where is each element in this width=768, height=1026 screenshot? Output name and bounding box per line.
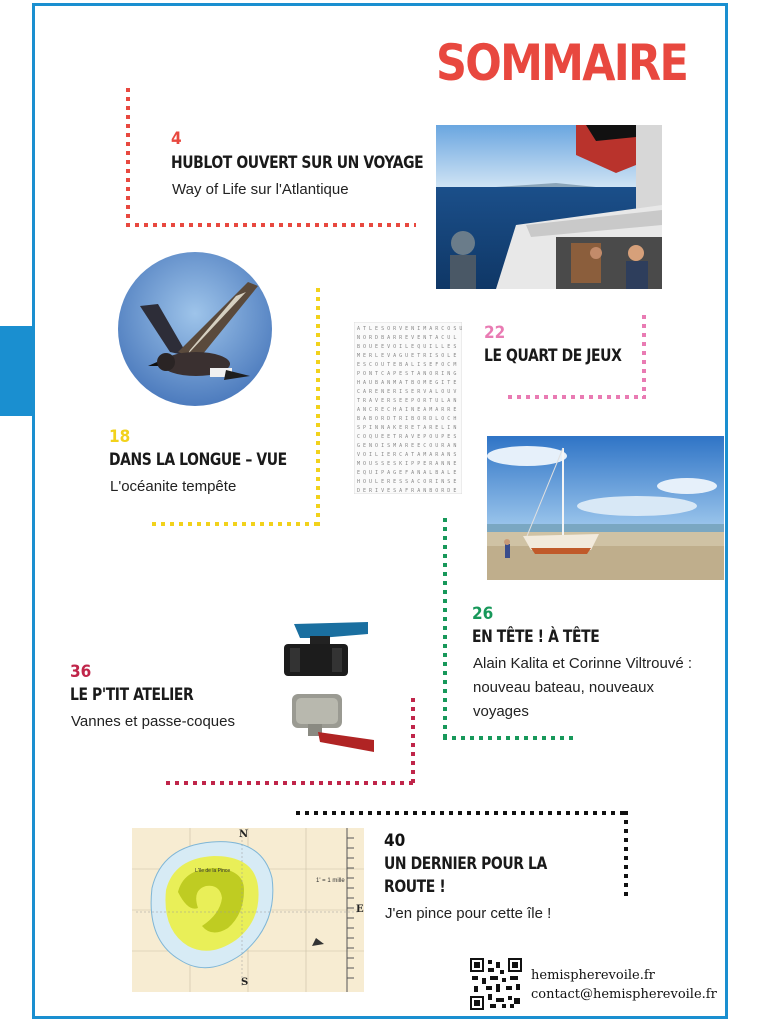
svg-text:E S C O U T E B A L I S E F O: E S C O U T E B A L I S E F O C M [357,362,457,368]
svg-text:C O Q U E E T R A V E P O U P: C O Q U E E T R A V E P O U P E S [357,434,457,440]
dotted-border [443,518,447,740]
section-26-heading[interactable]: EN TÊTE ! À TÊTE [472,627,600,647]
section-40-subtitle: J'en pince pour cette île ! [385,905,552,922]
map-compass-south: S [241,977,249,988]
bird-photo [118,252,272,406]
svg-text:P O N T C A P E S T A N O R I: P O N T C A P E S T A N O R I N G [357,371,457,377]
dotted-border [443,736,573,740]
dotted-border [126,223,416,227]
page-title: SOMMAIRE [436,34,688,92]
section-4-subtitle: Way of Life sur l'Atlantique [172,181,349,198]
svg-text:A N C R E C H A I N E A M A R: A N C R E C H A I N E A M A R R E [357,407,457,413]
section-36-page-number: 36 [70,662,92,682]
svg-text:D E R I V E S A F R A N B O R: D E R I V E S A F R A N B O R D E [357,488,457,494]
qr-code[interactable] [470,958,522,1010]
dotted-border [411,698,415,786]
section-26-page-number: 26 [472,604,494,624]
section-22-page-number: 22 [484,323,506,343]
section-26-subtitle-line-3: voyages [473,703,529,720]
section-40-heading-line-1[interactable]: UN DERNIER POUR LA [384,854,547,874]
svg-text:T R A V E R S E E P O R T U L: T R A V E R S E E P O R T U L A N [357,398,457,404]
section-36-subtitle: Vannes et passe-coques [71,713,235,730]
section-26-subtitle-line-1: Alain Kalita et Corinne Viltrouvé : [473,655,693,672]
section-40-page-number: 40 [384,831,406,851]
svg-text:A T L E S O R V E N I M A R C: A T L E S O R V E N I M A R C O S U [357,326,462,332]
map-compass-north: N [239,829,249,840]
dotted-border [642,315,646,399]
dotted-border [296,811,628,815]
svg-text:G E N O I S M A R E E C O U R: G E N O I S M A R E E C O U R A N [357,443,457,449]
svg-text:M O U S S E S K I P P E R A N: M O U S S E S K I P P E R A N N E [357,461,457,467]
svg-text:S P I N N A K E R E T A R E L: S P I N N A K E R E T A R E L I N [357,425,457,431]
valves-photo [280,620,376,756]
map-compass-east: E [356,904,364,915]
dotted-border [166,781,415,785]
sailing-photo [436,125,662,289]
map-island-label: L'île de la Pince [195,868,231,874]
map-scale-label: 1' = 1 mille [316,878,345,884]
dotted-border [624,811,628,897]
section-18-page-number: 18 [109,427,131,447]
island-map [132,828,364,992]
svg-text:C A R E N E R I S E R V A L O: C A R E N E R I S E R V A L O U V [357,389,457,395]
svg-text:H A U B A N M A T B O M E G I: H A U B A N M A T B O M E G I T E [357,380,457,386]
section-4-page-number: 4 [171,129,182,149]
email-link[interactable]: contact@hemispherevoile.fr [531,987,717,1002]
svg-text:V O I L I E R C A T A M A R A: V O I L I E R C A T A M A R A N S [357,452,457,458]
section-36-heading[interactable]: LE P'TIT ATELIER [70,685,194,705]
section-18-subtitle: L'océanite tempête [110,478,237,495]
section-22-heading[interactable]: LE QUART DE JEUX [484,346,622,366]
side-tab [0,326,35,416]
section-26-subtitle-line-2: nouveau bateau, nouveaux [473,679,654,696]
section-40-heading-line-2[interactable]: ROUTE ! [384,877,446,897]
word-search-puzzle [354,322,462,494]
beached-sailboat-photo [487,436,724,580]
website-link[interactable]: hemispherevoile.fr [531,968,655,983]
dotted-border [508,395,646,399]
dotted-border [126,88,130,228]
svg-text:E Q U I P A G E F A N A L B A: E Q U I P A G E F A N A L B A L E [357,470,457,476]
svg-text:N O R D B A R R E V E N T A C: N O R D B A R R E V E N T A C U L [357,335,457,341]
section-18-heading[interactable]: DANS LA LONGUE – VUE [109,450,287,470]
svg-text:H O U L E R E S S A C O R I N: H O U L E R E S S A C O R I N S E [357,479,457,485]
svg-text:B A B O R D T R I B O R D L O: B A B O R D T R I B O R D L O C H [357,416,457,422]
dotted-border [316,288,320,526]
svg-text:B O U E E V O I L E Q U I L L: B O U E E V O I L E Q U I L L E S [357,344,457,350]
section-4-heading[interactable]: HUBLOT OUVERT SUR UN VOYAGE [171,153,424,173]
svg-text:M E R L E V A G U E T R I S O: M E R L E V A G U E T R I S O L E [357,353,457,359]
dotted-border [152,522,320,526]
